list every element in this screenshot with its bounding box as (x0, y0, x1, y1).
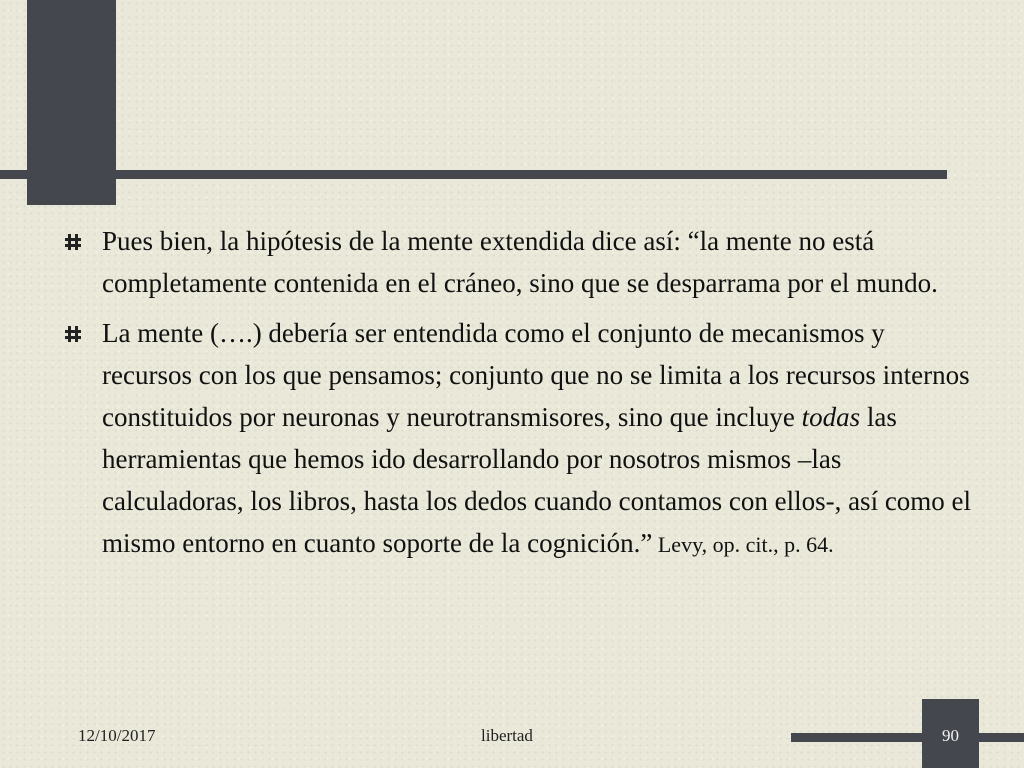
citation: Levy, op. cit., p. 64. (652, 532, 834, 557)
decorative-rule-top (0, 170, 947, 179)
page-number: 90 (942, 726, 959, 745)
bullet-item (62, 312, 972, 566)
bullet-text: Pues bien, la hipótesis de la mente extendida dice así: “la mente no está completamente contenida en el cráneo, sino que se desparrama por el mundo. (102, 226, 938, 298)
bullet-item (62, 220, 972, 304)
footer-title: libertad (481, 726, 533, 745)
slide-body (62, 220, 972, 574)
bullet-emphasis: todas (801, 402, 861, 432)
hash-bullet-icon (65, 233, 81, 251)
bullet-text: La mente (….) debería ser entendida como el conjunto de mecanismos y recursos con los que pensamos; conjunto que no se limita a los recursos internos constituidos por neuronas y neurotransmisores, sino que incluye (102, 318, 970, 432)
bullet-text-continued: las herramientas que hemos ido desarrollando por nosotros mismos –las calculadoras, los libros, hasta los dedos cuando contamos con ellos-, así como el mismo entorno en cuanto soporte de la cognición.” (102, 402, 972, 558)
hash-bullet-icon (65, 325, 81, 343)
footer-date: 12/10/2017 (78, 726, 156, 745)
decorative-rule-bottom (791, 733, 1024, 742)
